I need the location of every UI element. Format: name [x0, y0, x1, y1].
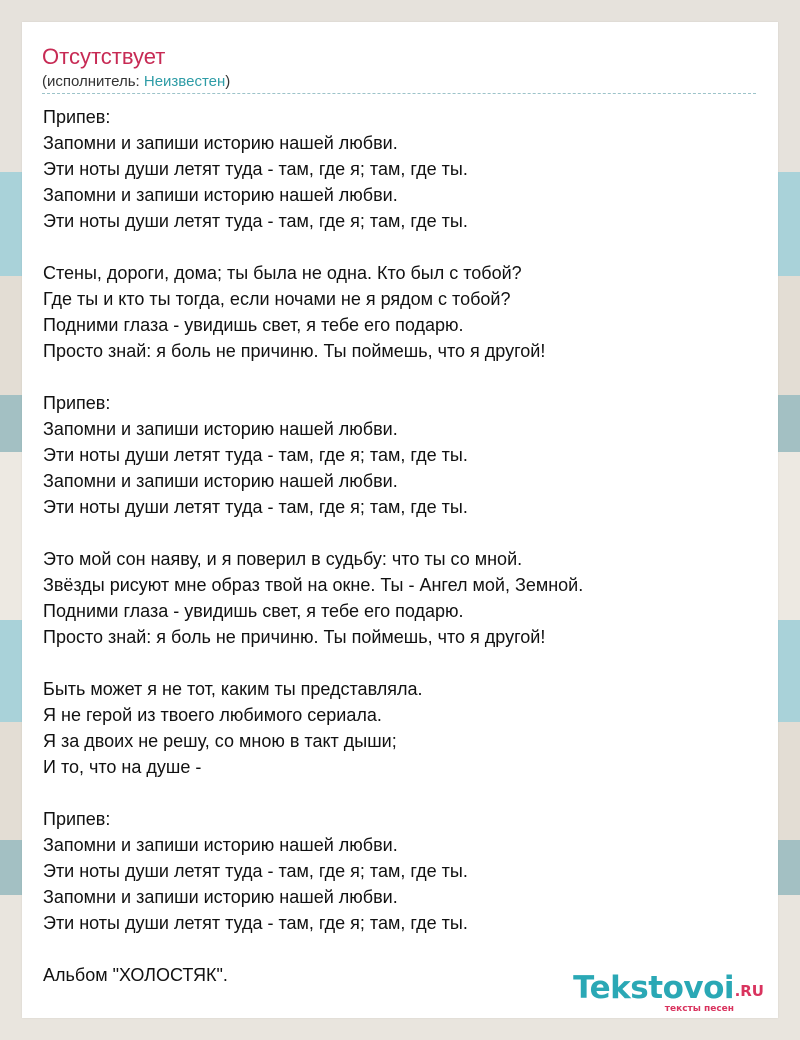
lyric-line: Быть может я не тот, каким ты представляла. — [43, 679, 423, 699]
logo-tagline: тексты песен — [664, 1004, 734, 1014]
lyric-line: Припев: — [43, 107, 111, 127]
lyrics-text — [43, 104, 758, 988]
lyric-line — [43, 364, 758, 390]
lyric-line: Эти ноты души летят туда - там, где я; там, где ты. — [43, 913, 468, 933]
lyric-line: И то, что на душе - — [43, 757, 202, 777]
lyric-line: Это мой сон наяву, и я поверил в судьбу: что ты со мной. — [43, 549, 523, 569]
lyric-line: Альбом "ХОЛОСТЯК". — [43, 965, 228, 985]
lyric-line: Звёзды рисуют мне образ твой на окне. Ты - Ангел мой, Земной. — [43, 575, 584, 595]
lyric-line: Припев: — [43, 393, 111, 413]
lyric-line: Эти ноты души летят туда - там, где я; там, где ты. — [43, 159, 468, 179]
song-title: Отсутствует — [42, 44, 166, 69]
lyric-line: Где ты и кто ты тогда, если ночами не я рядом с тобой? — [43, 289, 511, 309]
performer-line — [42, 72, 230, 92]
lyric-line: Я за двоих не решу, со мною в такт дыши; — [43, 731, 397, 751]
lyric-line: Просто знай: я боль не причиню. Ты поймешь, что я другой! — [43, 341, 546, 361]
lyric-line: Подними глаза - увидишь свет, я тебе его подарю. — [43, 601, 464, 621]
performer-suffix: ) — [225, 73, 231, 90]
lyrics-card — [22, 22, 778, 1018]
lyric-line — [43, 520, 758, 546]
lyric-line — [43, 780, 758, 806]
lyric-line — [43, 650, 758, 676]
lyric-line: Запомни и запиши историю нашей любви. — [43, 185, 398, 205]
site-logo[interactable] — [560, 970, 770, 1016]
lyric-line: Запомни и запиши историю нашей любви. — [43, 133, 398, 153]
lyric-line: Эти ноты души летят туда - там, где я; там, где ты. — [43, 445, 468, 465]
logo-domain: .RU — [734, 982, 764, 1000]
lyric-line — [43, 234, 758, 260]
lyric-line: Запомни и запиши историю нашей любви. — [43, 419, 398, 439]
lyric-line — [43, 936, 758, 962]
lyric-line: Стены, дороги, дома; ты была не одна. Кто был с тобой? — [43, 263, 522, 283]
logo-wordmark: Tekstovoi — [573, 970, 734, 1006]
lyric-line: Эти ноты души летят туда - там, где я; там, где ты. — [43, 497, 468, 517]
lyric-line: Эти ноты души летят туда - там, где я; там, где ты. — [43, 211, 468, 231]
header-divider — [42, 93, 756, 94]
lyric-line: Запомни и запиши историю нашей любви. — [43, 887, 398, 907]
performer-prefix: (исполнитель: — [42, 73, 144, 90]
lyric-line: Запомни и запиши историю нашей любви. — [43, 835, 398, 855]
lyric-line: Припев: — [43, 809, 111, 829]
lyric-line: Я не герой из твоего любимого сериала. — [43, 705, 382, 725]
lyric-line: Подними глаза - увидишь свет, я тебе его подарю. — [43, 315, 464, 335]
lyric-line: Просто знай: я боль не причиню. Ты поймешь, что я другой! — [43, 627, 546, 647]
lyric-line: Эти ноты души летят туда - там, где я; там, где ты. — [43, 861, 468, 881]
performer-link[interactable]: Неизвестен — [143, 73, 226, 90]
lyric-line: Запомни и запиши историю нашей любви. — [43, 471, 398, 491]
